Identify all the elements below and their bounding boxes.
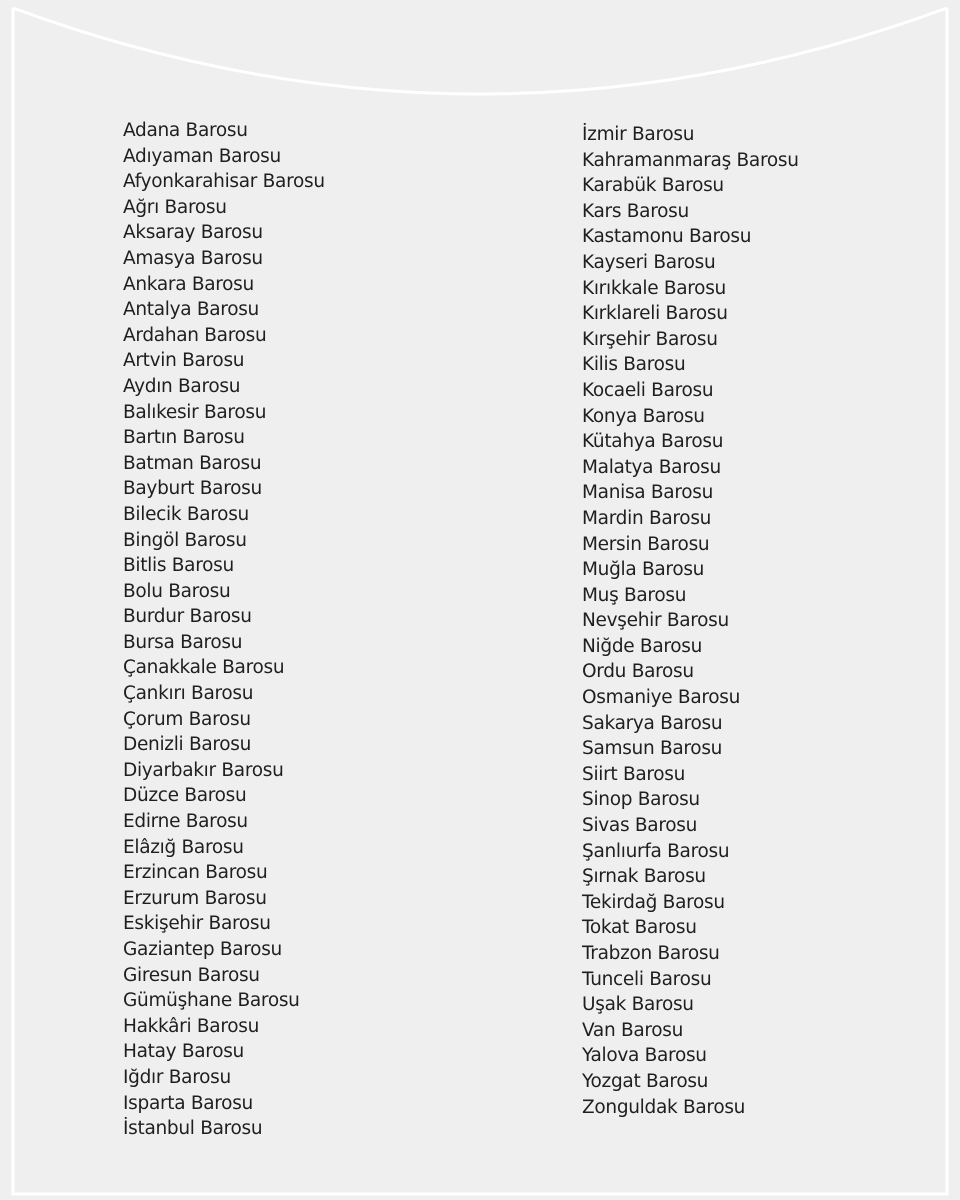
bar-association-item: Diyarbakır Barosu: [123, 759, 284, 781]
bar-association-item: Kocaeli Barosu: [582, 379, 714, 401]
bar-association-item: Zonguldak Barosu: [582, 1096, 746, 1118]
bar-association-item: Tunceli Barosu: [582, 968, 712, 990]
bar-association-item: Tokat Barosu: [582, 917, 697, 939]
bar-association-item: Bingöl Barosu: [123, 529, 247, 551]
bar-association-item: Erzurum Barosu: [123, 887, 267, 909]
bar-association-item: Uşak Barosu: [582, 994, 694, 1016]
bar-association-item: Manisa Barosu: [582, 482, 714, 504]
bar-association-item: Burdur Barosu: [123, 606, 252, 628]
bar-association-item: Hatay Barosu: [123, 1041, 244, 1063]
bar-association-item: Artvin Barosu: [123, 350, 245, 372]
bar-association-item: Çankırı Barosu: [123, 683, 254, 705]
bar-association-item: Tekirdağ Barosu: [582, 891, 725, 913]
bar-association-item: Eskişehir Barosu: [123, 913, 271, 935]
bar-association-item: Elâzığ Barosu: [123, 836, 244, 858]
bar-association-item: Van Barosu: [582, 1019, 684, 1041]
bar-association-item: Konya Barosu: [582, 405, 705, 427]
bar-association-item: Osmaniye Barosu: [582, 687, 741, 709]
bar-association-item: Adana Barosu: [123, 120, 248, 141]
bar-association-item: Kırşehir Barosu: [582, 328, 718, 350]
bar-association-item: Malatya Barosu: [582, 456, 721, 478]
bar-association-item: İstanbul Barosu: [123, 1118, 263, 1140]
bar-association-item: Samsun Barosu: [582, 738, 723, 760]
bar-association-item: Isparta Barosu: [123, 1092, 253, 1114]
bar-association-item: Kayseri Barosu: [582, 251, 716, 273]
bar-association-item: Hakkâri Barosu: [123, 1015, 260, 1037]
bar-association-item: Aksaray Barosu: [123, 222, 263, 244]
bar-association-item: Ordu Barosu: [582, 661, 694, 683]
bar-association-item: Bartın Barosu: [123, 427, 245, 449]
bar-association-item: Muş Barosu: [582, 584, 687, 606]
bar-association-item: Şanlıurfa Barosu: [582, 840, 730, 862]
bar-association-item: Giresun Barosu: [123, 964, 260, 986]
bar-association-item: Çorum Barosu: [123, 708, 251, 730]
bar-association-item: Bilecik Barosu: [123, 503, 249, 525]
bar-association-item: Sakarya Barosu: [582, 712, 723, 734]
bar-association-item: Kırklareli Barosu: [582, 303, 728, 325]
bar-association-item: Denizli Barosu: [123, 734, 252, 756]
bar-association-item: Siirt Barosu: [582, 763, 686, 785]
bar-association-item: Aydın Barosu: [123, 375, 241, 397]
bar-association-item: Bolu Barosu: [123, 580, 231, 602]
bar-association-item: Kars Barosu: [582, 200, 689, 222]
bar-list-right-column: [582, 122, 799, 1120]
bar-association-item: Ağrı Barosu: [123, 196, 227, 218]
bar-association-item: Afyonkarahisar Barosu: [123, 171, 325, 193]
bar-association-item: Balıkesir Barosu: [123, 401, 267, 423]
bar-association-item: Muğla Barosu: [582, 559, 705, 581]
bar-association-item: Düzce Barosu: [123, 785, 247, 807]
bar-association-item: Bayburt Barosu: [123, 478, 262, 500]
bar-association-item: Niğde Barosu: [582, 635, 703, 657]
bar-association-item: Karabük Barosu: [582, 175, 724, 197]
bar-association-item: Batman Barosu: [123, 452, 262, 474]
bar-association-item: Nevşehir Barosu: [582, 610, 729, 632]
bar-association-item: Adıyaman Barosu: [123, 145, 281, 167]
bar-association-item: Sinop Barosu: [582, 789, 700, 811]
bar-association-item: Trabzon Barosu: [582, 943, 720, 964]
bar-association-item: Amasya Barosu: [123, 247, 263, 269]
bar-association-item: Kırıkkale Barosu: [582, 277, 726, 299]
bar-association-item: Kütahya Barosu: [582, 431, 724, 453]
bar-association-item: Gümüşhane Barosu: [123, 990, 300, 1012]
bar-association-item: Şırnak Barosu: [582, 866, 706, 888]
bar-association-item: İzmir Barosu: [582, 124, 695, 145]
bar-association-item: Ardahan Barosu: [123, 324, 267, 346]
bar-association-item: Çanakkale Barosu: [123, 657, 285, 679]
bar-association-item: Mardin Barosu: [582, 507, 712, 529]
bar-association-item: Ankara Barosu: [123, 273, 254, 295]
bar-association-item: Antalya Barosu: [123, 299, 259, 321]
bar-association-item: Sivas Barosu: [582, 815, 697, 837]
bar-association-item: Bitlis Barosu: [123, 555, 234, 577]
bar-association-item: Yalova Barosu: [582, 1045, 707, 1067]
bar-association-item: Kastamonu Barosu: [582, 226, 752, 248]
bar-association-item: Gaziantep Barosu: [123, 939, 282, 960]
bar-list-left-column: [123, 118, 325, 1142]
bar-association-item: Bursa Barosu: [123, 631, 243, 653]
bar-association-item: Erzincan Barosu: [123, 862, 268, 884]
bar-association-item: Mersin Barosu: [582, 533, 710, 555]
bar-association-item: Kahramanmaraş Barosu: [582, 149, 799, 171]
bar-association-item: Iğdır Barosu: [123, 1066, 231, 1088]
bar-association-item: Kilis Barosu: [582, 354, 686, 376]
bar-association-item: Edirne Barosu: [123, 811, 248, 833]
bar-association-item: Yozgat Barosu: [582, 1070, 709, 1092]
